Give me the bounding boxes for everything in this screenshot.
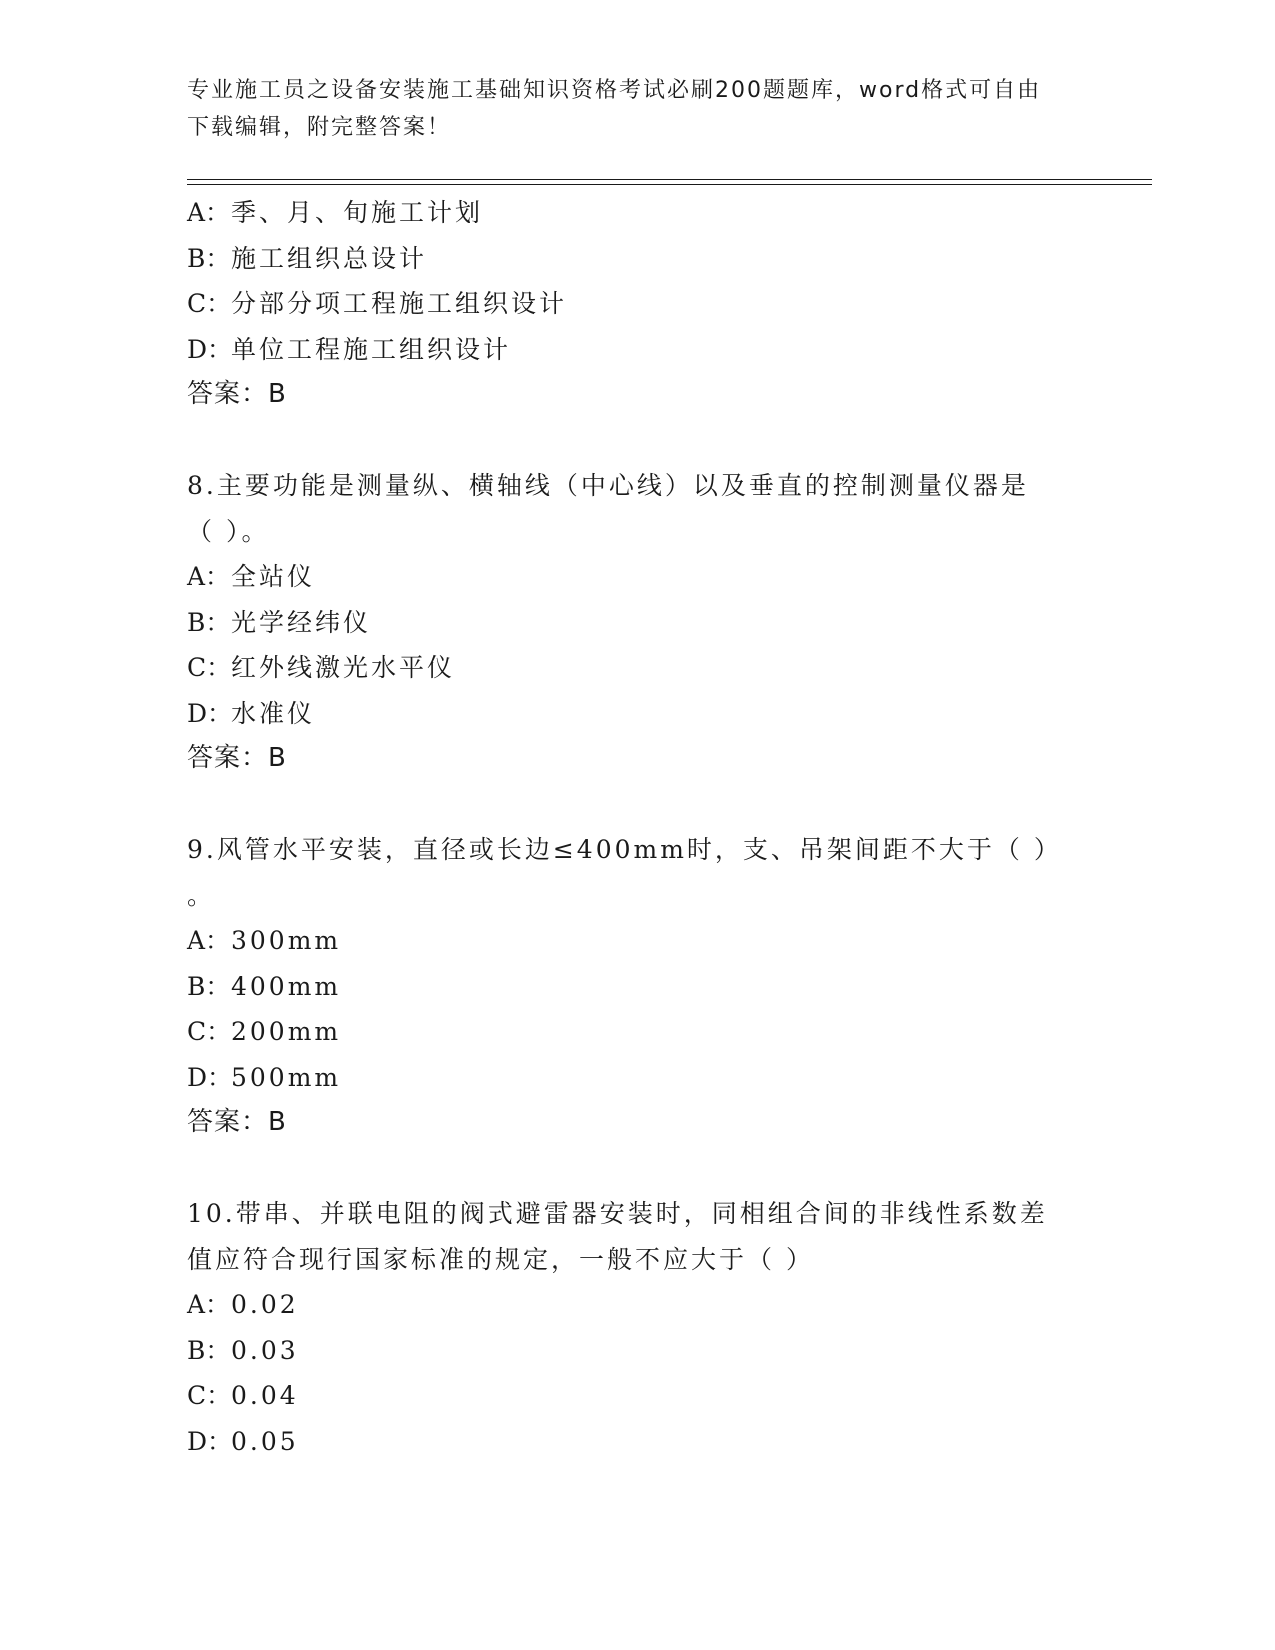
option-text: 全站仪 — [231, 562, 316, 591]
option-text: 0.03 — [231, 1335, 299, 1365]
spacer — [187, 418, 1087, 464]
option-text: 500mm — [231, 1062, 342, 1092]
option-d — [187, 1055, 1087, 1101]
question-list — [187, 190, 1087, 1464]
option-letter: C： — [187, 1017, 232, 1046]
option-c — [187, 645, 1087, 691]
question-stem — [187, 463, 1067, 554]
option-text: 200mm — [231, 1017, 342, 1046]
option-d — [187, 1419, 1087, 1465]
option-text: 红外线激光水平仪 — [231, 653, 456, 682]
option-a — [187, 918, 1087, 964]
option-a — [187, 190, 1087, 236]
option-text: 0.05 — [231, 1426, 299, 1456]
option-text: 0.04 — [231, 1381, 299, 1410]
option-c — [187, 281, 1087, 327]
spacer — [187, 1146, 1087, 1192]
option-letter: D： — [187, 334, 233, 364]
answer-line: 答案：B — [187, 743, 287, 773]
option-d — [187, 691, 1087, 737]
answer-line: 答案：B — [187, 379, 287, 409]
header-rule-top — [187, 179, 1152, 180]
question-stem — [187, 827, 1067, 918]
question-8 — [187, 463, 1087, 782]
question-stem-line-2: 。 — [187, 880, 216, 910]
option-text: 季、月、旬施工计划 — [231, 198, 484, 227]
option-b — [187, 236, 1087, 282]
header-rule-bottom — [187, 184, 1152, 185]
option-letter: B： — [187, 971, 231, 1001]
option-letter: C： — [187, 1381, 232, 1410]
question-9 — [187, 827, 1087, 1146]
option-c — [187, 1009, 1087, 1055]
option-letter: D： — [187, 1426, 233, 1456]
option-text: 光学经纬仪 — [231, 607, 372, 637]
option-text: 施工组织总设计 — [231, 243, 428, 273]
option-letter: B： — [187, 1335, 231, 1365]
option-letter: A： — [187, 1290, 231, 1319]
option-a — [187, 554, 1087, 600]
option-a — [187, 1282, 1087, 1328]
option-b — [187, 1328, 1087, 1374]
option-c — [187, 1373, 1087, 1419]
option-text: 400mm — [231, 971, 342, 1001]
header-line-1: 专业施工员之设备安装施工基础知识资格考试必刷200题题库，word格式可自由 — [187, 78, 1042, 103]
option-text: 单位工程施工组织设计 — [231, 334, 512, 364]
spacer — [187, 782, 1087, 828]
question-stem-line-2: 值应符合现行国家标准的规定，一般不应大于（ ） — [187, 1244, 814, 1274]
question-stem-line-1: 8.主要功能是测量纵、横轴线（中心线）以及垂直的控制测量仪器是 — [187, 471, 1029, 500]
question-stem-line-2: （ ）。 — [187, 516, 270, 546]
question-10 — [187, 1191, 1087, 1464]
option-letter: A： — [187, 926, 231, 955]
option-letter: C： — [187, 653, 232, 682]
option-text: 300mm — [231, 926, 342, 955]
option-b — [187, 600, 1087, 646]
question-7 — [187, 190, 1087, 418]
option-b — [187, 964, 1087, 1010]
option-letter: C： — [187, 289, 232, 318]
option-text: 0.02 — [231, 1290, 299, 1319]
option-letter: D： — [187, 1062, 233, 1092]
option-letter: B： — [187, 243, 231, 273]
question-stem-line-1: 9.风管水平安装，直径或长边≤400mm时，支、吊架间距不大于（ ） — [187, 835, 1062, 864]
option-letter: A： — [187, 198, 231, 227]
header-line-2: 下载编辑，附完整答案！ — [187, 115, 452, 140]
option-d — [187, 327, 1087, 373]
answer-line: 答案：B — [187, 1107, 287, 1137]
option-letter: B： — [187, 607, 231, 637]
question-stem-line-1: 10.带串、并联电阻的阀式避雷器安装时，同相组合间的非线性系数差 — [187, 1199, 1048, 1228]
option-text: 水准仪 — [231, 698, 316, 728]
option-text: 分部分项工程施工组织设计 — [231, 289, 568, 318]
option-letter: A： — [187, 562, 231, 591]
question-stem — [187, 1191, 1067, 1282]
option-letter: D： — [187, 698, 233, 728]
document-header — [187, 72, 1067, 146]
